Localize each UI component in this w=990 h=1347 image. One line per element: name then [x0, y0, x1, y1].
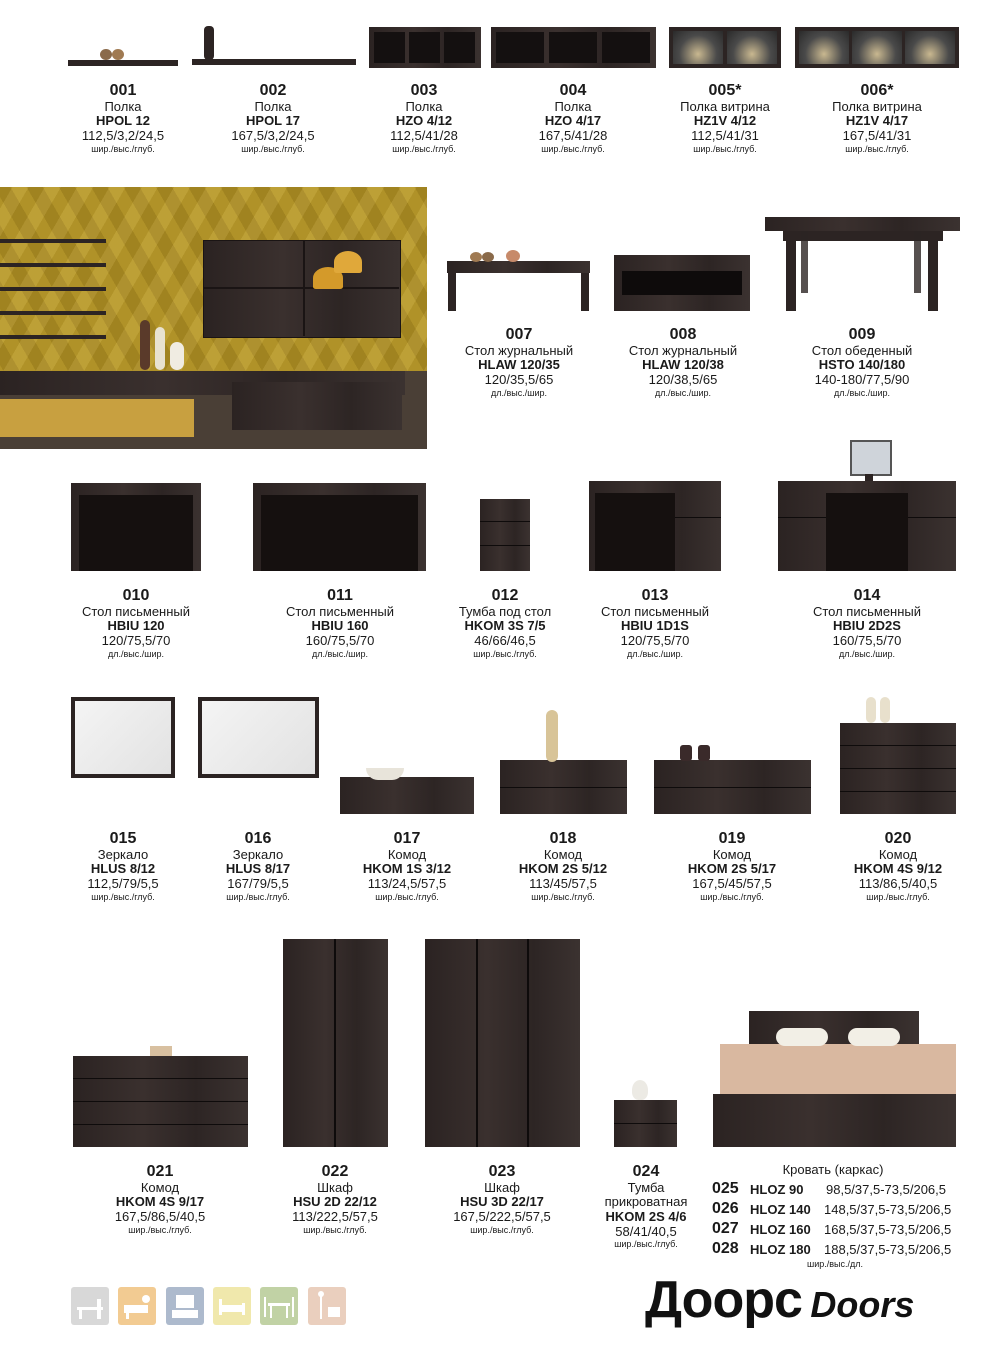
item-name: Полка [554, 98, 592, 114]
item-units: шир./выс./глуб. [541, 143, 605, 154]
item-dims: 113/86,5/40,5 [858, 876, 938, 891]
item-name: Стол обеденный [811, 342, 913, 358]
dresser-021-image [73, 1056, 248, 1147]
item-name: Стол письменный [600, 603, 710, 619]
item-code: HBIU 1D1S [621, 618, 689, 634]
item-dims: 167,5/41/31 [842, 128, 912, 143]
item-number: 004 [559, 82, 587, 99]
item-014-caption [789, 587, 945, 659]
item-number: 016 [244, 830, 272, 847]
item-units: дл./выс./шир. [654, 387, 711, 398]
item-units: дл./выс./шир. [311, 648, 368, 659]
item-dims: 113/24,5/57,5 [367, 876, 447, 891]
monitor-icon [850, 440, 892, 476]
candle-decor [698, 745, 710, 761]
shelf-001-decor [100, 49, 112, 60]
table-009-leg [914, 231, 921, 293]
item-020-caption [827, 830, 969, 902]
bed-row-code: HLOZ 160 [750, 1222, 811, 1237]
item-code: HBIU 120 [107, 618, 165, 634]
books-decor [150, 1046, 172, 1056]
mirror-015-image [71, 697, 175, 778]
item-units: дл./выс./шир. [626, 648, 683, 659]
item-units: шир./выс./глуб. [91, 891, 155, 902]
item-code: HSU 2D 22/12 [293, 1194, 377, 1210]
bed-row-dims: 98,5/37,5-73,5/206,5 [826, 1182, 946, 1197]
table-009-leg [801, 231, 808, 293]
item-017-caption [336, 830, 478, 902]
item-number: 021 [146, 1163, 174, 1180]
item-015-caption [63, 830, 183, 902]
item-dims: 58/41/40,5 [615, 1223, 677, 1239]
bed-row-code: HLOZ 180 [750, 1242, 811, 1257]
bedroom-icon [213, 1287, 251, 1325]
item-name: Стол журнальный [628, 342, 738, 358]
item-number: 003 [410, 82, 438, 99]
item-units: шир./выс./глуб. [392, 143, 456, 154]
bed-row-number: 027 [712, 1220, 739, 1237]
item-name: Тумба прикроватная [604, 1179, 688, 1210]
item-name: Стол письменный [81, 603, 191, 619]
item-units: шир./выс./глуб. [375, 891, 439, 902]
item-dims: 160/75,5/70 [305, 633, 375, 648]
item-021-caption [93, 1163, 227, 1235]
item-units: шир./выс./глуб. [531, 891, 595, 902]
item-units: дл./выс./шир. [838, 648, 895, 659]
item-number: 015 [109, 830, 137, 847]
table-007-leg [581, 273, 589, 311]
item-dims: 167,5/41/28 [538, 128, 608, 143]
item-008-caption [607, 326, 759, 398]
bed-row-dims: 188,5/37,5-73,5/206,5 [824, 1242, 952, 1257]
item-units: шир./выс./глуб. [693, 143, 757, 154]
item-dims: 167,5/86,5/40,5 [114, 1209, 206, 1224]
bed-row-number: 026 [712, 1200, 739, 1217]
item-units: шир./выс./глуб. [303, 1224, 367, 1235]
brand-logo [645, 1270, 914, 1330]
hallway-icon [308, 1287, 346, 1325]
item-number: 018 [549, 830, 577, 847]
bowl-decor [366, 768, 404, 780]
item-units: шир./выс./глуб. [241, 143, 305, 154]
dresser-020-image [840, 723, 956, 814]
item-code: HKOM 2S 5/12 [518, 861, 608, 877]
mirror-016-image [198, 697, 319, 778]
item-units: шир./выс./глуб. [845, 143, 909, 154]
bed-title: Кровать (каркас) [782, 1162, 884, 1177]
item-dims: 140-180/77,5/90 [814, 372, 910, 387]
item-018-caption [492, 830, 634, 902]
bed-units: шир./выс./дл. [806, 1259, 863, 1269]
item-dims: 167,5/3,2/24,5 [231, 128, 315, 143]
item-022-caption [268, 1163, 402, 1235]
table-007-decor [470, 252, 482, 262]
item-004-caption [513, 82, 633, 154]
table-009-image [765, 217, 960, 231]
item-number: 008 [669, 326, 697, 343]
item-001-caption [63, 82, 183, 154]
item-name: Стол журнальный [464, 342, 574, 358]
item-code: HSTO 140/180 [818, 357, 906, 373]
item-name: Комод [140, 1179, 180, 1195]
item-code: HZO 4/12 [395, 113, 453, 129]
wardrobe-022-image [283, 939, 388, 1147]
item-code: HSU 3D 22/17 [460, 1194, 544, 1210]
item-name: Зеркало [97, 846, 149, 862]
interior-photo [0, 187, 427, 449]
shelf-006-image [795, 27, 959, 68]
item-002-caption [213, 82, 333, 154]
item-012-caption [427, 587, 583, 659]
item-dims: 167,5/222,5/57,5 [453, 1209, 551, 1224]
desk-010-image [71, 483, 201, 571]
item-code: HZ1V 4/17 [845, 113, 909, 129]
item-010-caption [58, 587, 214, 659]
item-name: Полка [254, 98, 292, 114]
dining-icon [260, 1287, 298, 1325]
item-units: шир./выс./глуб. [470, 1224, 534, 1235]
item-number: 020 [884, 830, 912, 847]
shelf-002-vase [204, 26, 214, 60]
item-units: шир./выс./глуб. [128, 1224, 192, 1235]
item-005-caption [665, 82, 785, 154]
item-number: 007 [505, 326, 533, 343]
item-units: шир./выс./глуб. [91, 143, 155, 154]
table-009-leg [928, 231, 938, 311]
item-code: HKOM 4S 9/12 [853, 861, 943, 877]
item-name: Комод [543, 846, 583, 862]
item-016-caption [198, 830, 318, 902]
item-code: HLUS 8/17 [225, 861, 291, 877]
dresser-019-image [654, 760, 811, 814]
shelf-001-image [68, 60, 178, 66]
bed-row-dims: 148,5/37,5-73,5/206,5 [824, 1202, 952, 1217]
pillow-decor [848, 1028, 900, 1046]
item-units: шир./выс./глуб. [700, 891, 764, 902]
item-name: Комод [712, 846, 752, 862]
item-name: Полка витрина [832, 98, 922, 114]
dresser-017-image [340, 777, 474, 814]
item-number: 013 [641, 587, 669, 604]
item-name: Комод [878, 846, 918, 862]
item-dims: 120/75,5/70 [620, 633, 690, 648]
brand-en: Doors [810, 1284, 915, 1325]
bed-row-code: HLOZ 140 [750, 1202, 811, 1217]
item-units: дл./выс./шир. [490, 387, 547, 398]
desk-011-image [253, 483, 426, 571]
kids-icon [118, 1287, 156, 1325]
item-number: 012 [491, 587, 519, 604]
item-dims: 120/35,5/65 [484, 372, 554, 387]
item-code: HLAW 120/35 [478, 357, 560, 373]
item-number: 023 [488, 1163, 516, 1180]
item-003-caption [364, 82, 484, 154]
item-dims: 120/38,5/65 [648, 372, 718, 387]
item-dims: 46/66/46,5 [474, 633, 536, 648]
item-code: HZO 4/17 [544, 113, 602, 129]
bed-row-number: 028 [712, 1240, 739, 1257]
vase-decor [866, 697, 876, 723]
item-number: 011 [327, 587, 353, 604]
item-number: 002 [259, 82, 287, 99]
item-units: шир./выс./глуб. [866, 891, 930, 902]
item-009-caption [782, 326, 942, 398]
item-number: 005* [708, 82, 742, 99]
item-number: 022 [321, 1163, 349, 1180]
item-code: HKOM 3S 7/5 [464, 618, 546, 634]
item-code: HBIU 2D2S [833, 618, 901, 634]
item-name: Комод [387, 846, 427, 862]
vase-decor [546, 710, 558, 762]
item-name: Стол письменный [812, 603, 922, 619]
table-007-decor [482, 252, 494, 262]
item-name: Полка витрина [680, 98, 770, 114]
item-code: HKOM 4S 9/17 [115, 1194, 205, 1210]
tv-icon [166, 1287, 204, 1325]
item-dims: 112,5/79/5,5 [87, 876, 159, 891]
item-units: шир./выс./глуб. [226, 891, 290, 902]
table-007-decor [506, 250, 520, 262]
item-number: 009 [848, 326, 876, 343]
vase-decor [880, 697, 890, 723]
item-name: Шкаф [317, 1179, 353, 1195]
item-units: дл./выс./шир. [833, 387, 890, 398]
item-dims: 160/75,5/70 [832, 633, 902, 648]
item-dims: 120/75,5/70 [101, 633, 171, 648]
item-name: Полка [405, 98, 443, 114]
item-006-caption [817, 82, 937, 154]
cabinet-012-image [480, 499, 530, 571]
table-007-image [447, 261, 590, 273]
wardrobe-023-image [425, 939, 580, 1147]
dresser-018-image [500, 760, 627, 814]
shelf-005-image [669, 27, 781, 68]
item-number: 017 [393, 830, 421, 847]
bed-row-number: 025 [712, 1180, 739, 1197]
item-007-caption [443, 326, 595, 398]
item-code: HKOM 2S 4/6 [605, 1209, 687, 1224]
bed-row-code: HLOZ 90 [750, 1182, 804, 1197]
shelf-004-image [491, 27, 656, 68]
office-icon [71, 1287, 109, 1325]
item-units: шир./выс./глуб. [614, 1239, 678, 1250]
pillow-decor [776, 1028, 828, 1046]
vase-decor [632, 1080, 648, 1100]
item-number: 024 [632, 1163, 660, 1180]
bed-row-dims: 168,5/37,5-73,5/206,5 [824, 1222, 952, 1237]
item-units: шир./выс./глуб. [473, 648, 537, 659]
item-dims: 113/222,5/57,5 [292, 1209, 378, 1224]
item-code: HZ1V 4/12 [693, 113, 757, 129]
desk-013-image [589, 481, 721, 571]
item-dims: 113/45/57,5 [529, 876, 597, 891]
item-number: 014 [853, 587, 881, 604]
candle-decor [680, 745, 692, 761]
item-code: HKOM 1S 3/12 [362, 861, 452, 877]
shelf-001-decor [112, 49, 124, 60]
table-009-leg [786, 231, 796, 311]
item-number: 019 [718, 830, 746, 847]
item-dims: 112,5/41/28 [390, 128, 458, 143]
item-code: HPOL 12 [96, 113, 150, 129]
item-019-caption [661, 830, 803, 902]
table-007-leg [448, 273, 456, 311]
item-name: Стол письменный [285, 603, 395, 619]
item-name: Тумба под стол [458, 603, 552, 619]
item-dims: 167,5/45/57,5 [692, 876, 772, 891]
brand-ru: Доорс [645, 1271, 802, 1329]
item-code: HLAW 120/38 [642, 357, 724, 373]
item-dims: 112,5/3,2/24,5 [81, 128, 165, 143]
item-units: дл./выс./шир. [107, 648, 164, 659]
item-name: Зеркало [232, 846, 284, 862]
item-number: 010 [122, 587, 150, 604]
item-024-caption [592, 1163, 700, 1249]
item-dims: 167/79/5,5 [227, 876, 289, 891]
item-code: HKOM 2S 5/17 [687, 861, 777, 877]
item-code: HPOL 17 [246, 113, 300, 129]
desk-014-image [778, 481, 956, 571]
bed-frame [713, 1094, 956, 1147]
item-number: 001 [109, 82, 137, 99]
table-008-image [614, 255, 750, 311]
item-013-caption [577, 587, 733, 659]
item-dims: 112,5/41/31 [691, 128, 759, 143]
item-name: Полка [104, 98, 142, 114]
item-name: Шкаф [484, 1179, 520, 1195]
shelf-002-image [192, 59, 356, 65]
item-011-caption [262, 587, 418, 659]
item-code: HBIU 160 [311, 618, 369, 634]
item-code: HLUS 8/12 [90, 861, 156, 877]
item-number: 006* [860, 82, 894, 99]
nightstand-024-image [614, 1100, 677, 1147]
shelf-003-image [369, 27, 481, 68]
item-023-caption [435, 1163, 569, 1235]
bed-mattress [720, 1044, 956, 1094]
